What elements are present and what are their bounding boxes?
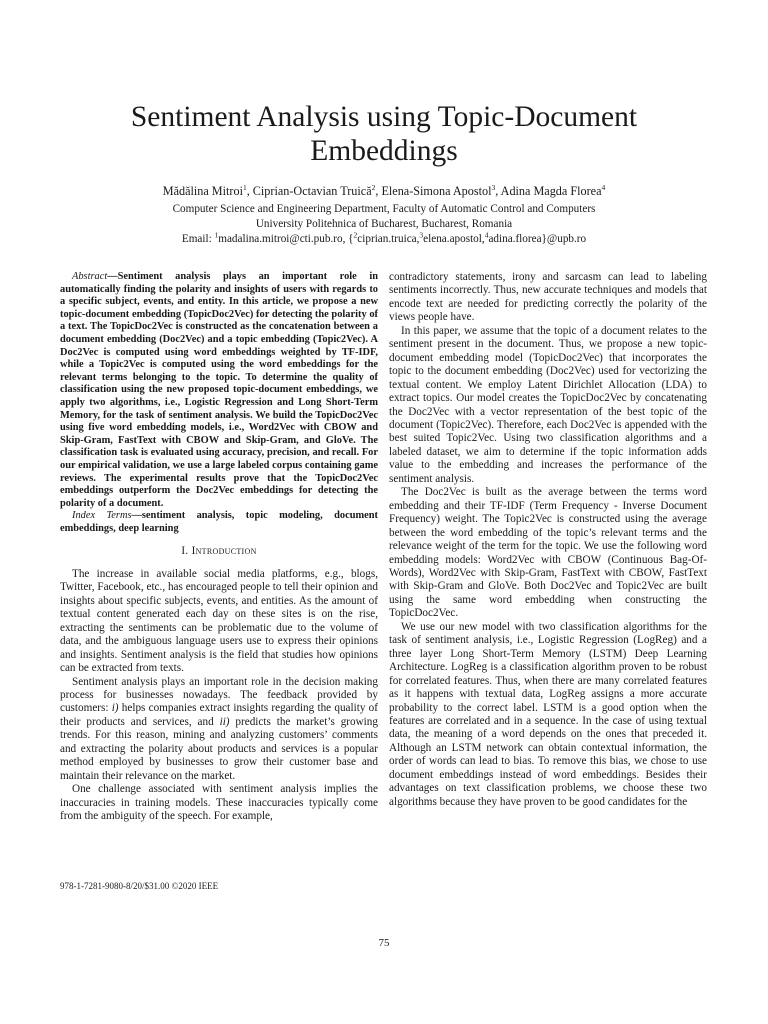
left-column	[60, 271, 378, 824]
abstract	[60, 271, 378, 535]
abstract-dash: —	[107, 271, 118, 282]
index-terms-label: Index Terms	[72, 510, 132, 522]
email-label: Email:	[181, 233, 212, 245]
italic-run: ii)	[219, 715, 230, 728]
text-run: predicts the market’s growing trends. For this reason, mining and analyzing customers’ comments and extracting the polarity about products and services is a popular method employed by businesses to grow their customer base and maintain their relevance on the market.	[60, 715, 378, 782]
body-paragraph	[60, 676, 378, 784]
page-number: 75	[378, 937, 390, 949]
index-terms-text: sentiment analysis, topic modeling, document embeddings, deep learning	[60, 510, 378, 534]
author-name: Adina Magda Florea	[500, 184, 602, 198]
italic-run: i)	[111, 702, 119, 715]
section-title: Introduction	[191, 545, 257, 558]
body-paragraph: The increase in available social media platforms, e.g., blogs, Twitter, Facebook, etc., has encouraged people to tell their opinion and insights about specific subjects, events, and entities. As the amount of textual content generated each day on these sites is on the rise, extracting the sentiments can be problematic due to the volume of data, and the ambiguous language users use to express their opinions and insights. Sentiment analysis is the field that studies how opinions can be extracted from texts.	[60, 567, 378, 675]
email-mark: 3	[419, 230, 424, 240]
abstract-text: Sentiment analysis plays an important role in automatically finding the polarity and insights of users with regards to a specific subject, events, and entity. In this article, we propose a new topic-document embedding (TopicDoc2Vec) for detecting the polarity of a text. The TopicDoc2Vec is constructed as the concatenation between a document embedding (Doc2Vec) and a topic embedding (Topic2Vec). A Doc2Vec is computed using word embeddings weighted by TF-IDF, while a Topic2Vec is computed using the word embeddings for the relevant terms belonging to the topic. To determine the quality of classification using the new proposed topic-document embeddings, we apply two algorithms, i.e., Logistic Regression and Long Short-Term Memory, for the task of sentiment analysis. We build the TopicDoc2Vec using five word embedding models, i.e., Word2Vec with CBOW and Skip-Gram, FastText with CBOW and Skip-Gram, and GloVe. The classification task is evaluated using accuracy, precision, and recall. For our empirical validation, we use a large labeled corpus containing game reviews. The experimental results prove that the TopicDoc2Vec embeddings outperform the Doc2Vec embeddings for detecting the polarity of a document.	[60, 271, 378, 509]
copyright-notice: 978-1-7281-9080-8/20/$31.00 ©2020 IEEE	[60, 881, 219, 891]
text-run: Sentiment analysis plays an important role in the decision making process for businesses nowadays. The feedback provided by customers:	[60, 675, 378, 715]
body-paragraph: One challenge associated with sentiment analysis implies the inaccuracies in training models. These inaccuracies typically come from the ambiguity of the speech. For example,	[60, 783, 378, 823]
author-name: Ciprian-Octavian Truică	[252, 184, 372, 198]
affiliation-university: University Politehnica of Bucharest, Bucharest, Romania	[255, 218, 513, 230]
affiliation-department: Computer Science and Engineering Department, Faculty of Automatic Control and Computers	[172, 203, 596, 215]
index-terms-dash: —	[131, 510, 142, 522]
email-mark: 4	[484, 230, 489, 240]
text-run: helps companies extract insights regarding the quality of their products and services, and	[60, 702, 378, 728]
section-number: I.	[181, 545, 189, 558]
email-mark: 2	[353, 230, 358, 240]
right-column	[389, 271, 707, 809]
paper-title: Sentiment Analysis using Topic-Document Embeddings	[130, 101, 638, 167]
body-paragraph: contradictory statements, irony and sarcasm can lead to labeling sentiments incorrectly. Thus, new accurate techniques and models that encode text are needed for predicting correctly the polarity of the views people have.	[389, 271, 707, 324]
body-paragraph: In this paper, we assume that the topic of a document relates to the sentiment present in the document. Thus, we propose a new topic-document embedding model (TopicDoc2Vec) that incorporates the topic to the document embedding (Doc2Vec) used for vectorizing the textual content. We employ Latent Dirichlet Allocation (LDA) to extract topics. Our model creates the TopicDoc2Vec by concatenating the Doc2Vec with a vector representation of the best topic of the document (Topic2Vec). Therefore, each Doc2Vec is appended with the best suited Topic2Vec. Using two classification algorithms and a labeled dataset, we aim to determine if the topic information adds value to the embedding and increases the performance of the sentiment analysis.	[389, 324, 707, 485]
author-mark: 2	[371, 182, 376, 192]
email-domain: @upb.ro	[546, 233, 587, 245]
author-emails: Email: $^1$madalina.mitroi@cti.pub.ro, {$^2$ciprian.truica,$^3$elena.apostol,$^4$adina.florea}@upb.ro	[181, 230, 587, 245]
section-heading	[60, 545, 378, 558]
email-2: ciprian.truica,	[357, 233, 420, 245]
email-1: madalina.mitroi@cti.pub.ro,	[218, 233, 346, 245]
email-4: adina.florea	[488, 233, 542, 245]
email-mark: 1	[214, 230, 219, 240]
author-mark: 1	[242, 182, 247, 192]
body-paragraph: The Doc2Vec is built as the average between the terms word embedding and their TF-IDF (Term Frequency - Inverse Document Frequency) weight. The Topic2Vec is constructed using the average between the word embedding of the topic’s relevant terms and the relevance weight of the term for the topic. We use the following word embedding models: Word2Vec with CBOW (Continuous Bag-Of-Words), Word2Vec with Skip-Gram, FastText with CBOW, FastText with Skip-Gram and GloVe. Both Doc2Vec and Topic2Vec are built using the same word embedding when constructing the TopicDoc2Vec.	[389, 486, 707, 620]
author-name: Elena-Simona Apostol	[381, 184, 492, 198]
author-mark: 3	[491, 182, 496, 192]
author-name: Mădălina Mitroi	[162, 184, 243, 198]
email-3: elena.apostol,	[423, 233, 485, 245]
body-paragraph: We use our new model with two classification algorithms for the task of sentiment analysis, i.e., Logistic Regression (LogReg) and a three layer Long Short-Term Memory (LSTM) Deep Learning Architecture. LogReg is a classification algorithm proven to be robust for correlated features. Thus, when there are many correlated features as it happens with textual data, LogReg assigns a more accurate probability to the correct label. LSTM is a good option when the features are correlated and in a sequence. In the case of using textual data, the meaning of a word depends on the ones that preceded it. Although an LSTM network can obtain contextual information, the order of words can lead to bias. To remove this bias, we chose to use document embeddings instead of word embeddings. Besides their advantages on text classification problems, we choose these two algorithms because they have proven to be good candidates for the	[389, 620, 707, 808]
author-mark: 4	[601, 182, 606, 192]
author-list: Mădălina Mitroi$^1$, Ciprian-Octavian Truică$^2$, Elena-Simona Apostol$^3$, Adina Magda Florea$^4$	[162, 182, 606, 198]
abstract-label: Abstract	[72, 271, 108, 282]
